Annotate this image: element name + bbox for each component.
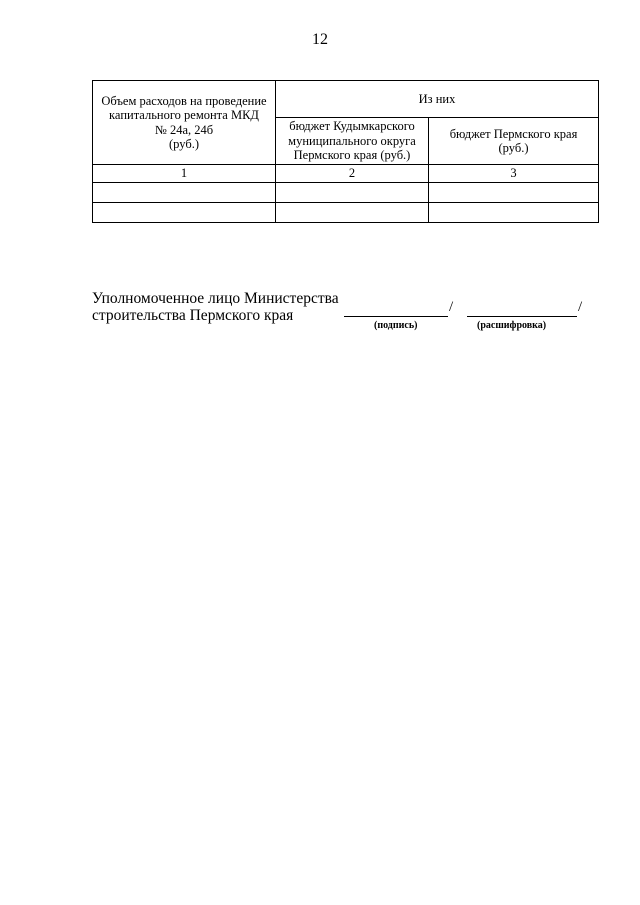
signature-slash-2: / xyxy=(578,299,583,315)
column-number-3: 3 xyxy=(429,165,599,183)
header-municipal-budget: бюджет Кудымкарского муниципального округа Пермского края (руб.) xyxy=(276,118,429,165)
table-row xyxy=(93,183,599,203)
table-cell xyxy=(429,183,599,203)
signature-slash-1: / xyxy=(449,299,454,315)
column-number-2: 2 xyxy=(276,165,429,183)
signature-line xyxy=(344,316,448,317)
table-cell xyxy=(93,203,276,223)
table-cell xyxy=(276,183,429,203)
header-of-them: Из них xyxy=(276,81,599,118)
signatory-title-line-2: строительства Пермского края xyxy=(92,307,294,324)
table-cell xyxy=(429,203,599,223)
header-regional-budget: бюджет Пермского края (руб.) xyxy=(429,118,599,165)
budget-table xyxy=(92,80,599,223)
table-column-numbers-row xyxy=(93,165,599,183)
column-number-1: 1 xyxy=(93,165,276,183)
header-expenses-volume: Объем расходов на проведение капитального ремонта МКД № 24а, 24б (руб.) xyxy=(93,81,276,165)
signatory-title-line-1: Уполномоченное лицо Министерства xyxy=(92,290,339,307)
table-row xyxy=(93,203,599,223)
caption-name-decoding: (расшифровка) xyxy=(477,320,547,331)
caption-signature: (подпись) xyxy=(374,320,418,331)
table-header-row xyxy=(93,81,599,118)
table-cell xyxy=(276,203,429,223)
page-number: 12 xyxy=(312,31,328,48)
name-decoding-line xyxy=(467,316,577,317)
signatory-title xyxy=(92,290,339,324)
table-cell xyxy=(93,183,276,203)
